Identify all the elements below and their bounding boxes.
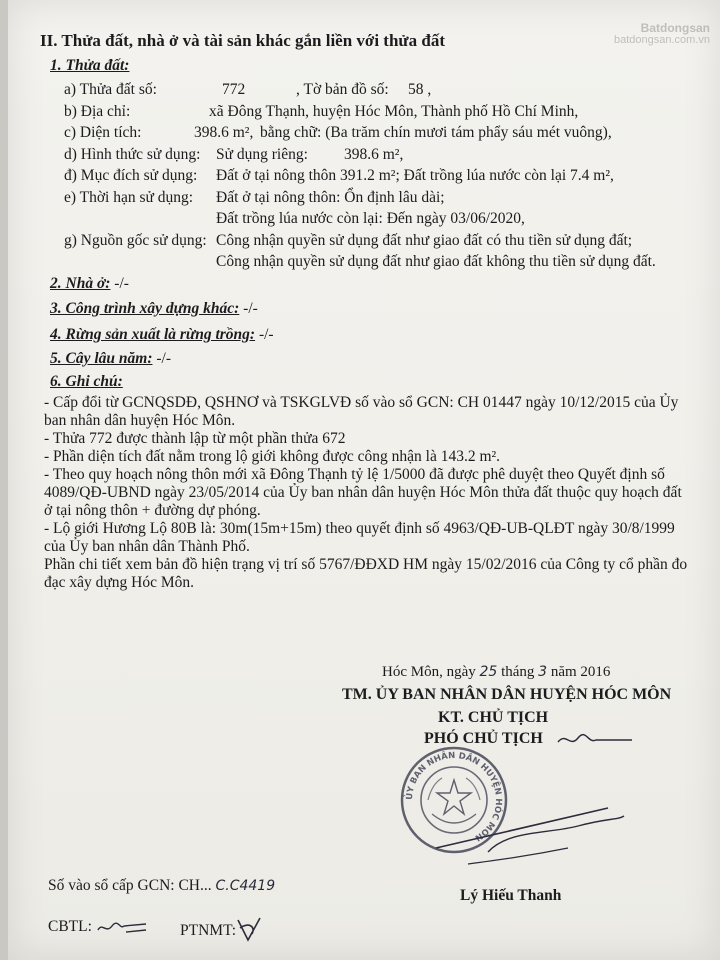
usage-form-area: 398.6 m², — [344, 146, 404, 163]
forest-value: -/- — [258, 326, 274, 343]
note-line: - Lộ giới Hương Lộ 80B là: 30m(15m+15m) theo quyết định số 4963/QĐ-UB-QLĐT ngày 30/8/1999 — [44, 520, 675, 537]
map-sheet-label: , Tờ bản đồ số: — [296, 81, 389, 98]
house-row — [50, 275, 129, 293]
note-line: - Phần diện tích đất nằm trong lộ giới không được công nhận là 143.2 m². — [44, 448, 501, 465]
place-date — [382, 663, 610, 681]
notes-block — [44, 394, 699, 592]
place-date-prefix: Hóc Môn, ngày — [382, 664, 476, 680]
date-day: 25 — [479, 664, 498, 680]
construction-row — [50, 300, 258, 318]
ptnmt-initial — [234, 914, 264, 944]
perennial-heading: 5. Cây lâu năm: — [50, 350, 153, 367]
signing-role-2: PHÓ CHỦ TỊCH — [424, 730, 543, 747]
area-value: 398.6 m², — [194, 124, 254, 141]
usage-term-label: e) Thời hạn sử dụng: — [64, 189, 194, 206]
page-edge — [0, 0, 8, 960]
map-sheet-value: 58 , — [408, 81, 432, 98]
note-line: 4089/QĐ-UBND ngày 23/05/2014 của Ủy ban nhân dân huyện Hóc Môn thửa đất thuộc quy hoạch đất — [44, 484, 682, 501]
address-label: b) Địa chỉ: — [64, 103, 131, 120]
note-line: của Ủy ban nhân dân Thành Phố. — [44, 538, 250, 555]
usage-origin-label: g) Nguồn gốc sử dụng: — [64, 232, 207, 249]
note-line: - Thửa 772 được thành lập từ một phần thửa 672 — [44, 430, 346, 447]
watermark-domain: batdongsan.com.vn — [613, 34, 710, 46]
perennial-row — [50, 350, 171, 368]
forest-row — [50, 326, 274, 344]
note-line: ban nhân dân huyện Hóc Môn. — [44, 412, 236, 429]
house-heading: 2. Nhà ở: — [50, 275, 111, 292]
usage-origin-value-2: Công nhận quyền sử dụng đất như giao đất không thu tiền sử dụng đất. — [216, 253, 656, 270]
parcel-heading: 1. Thửa đất: — [50, 57, 130, 74]
parcel-number-value: 772 — [222, 81, 246, 98]
house-value: -/- — [114, 275, 129, 292]
note-line: Phần chi tiết xem bản đồ hiện trạng vị trí số 5767/ĐĐXD HM ngày 15/02/2016 của Công ty cổ phần đo — [44, 556, 688, 573]
initial-signature-mark — [556, 728, 636, 752]
usage-term-value-1: Đất ở tại nông thôn: Ổn định lâu dài; — [216, 189, 445, 206]
ptnmt-label: PTNMT: — [180, 922, 237, 939]
main-signature — [428, 790, 628, 880]
watermark-brand: Batdongsan — [640, 21, 710, 35]
note-line: ở tại nông thôn + đường dự phóng. — [44, 502, 261, 519]
usage-form-label: d) Hình thức sử dụng: — [64, 146, 201, 163]
signer-name: Lý Hiếu Thanh — [460, 887, 562, 904]
place-date-year: năm 2016 — [550, 664, 611, 680]
construction-value: -/- — [243, 300, 258, 317]
cbtl-initial — [96, 916, 148, 938]
usage-origin-value-1: Công nhận quyền sử dụng đất như giao đất có thu tiền sử dụng đất; — [216, 232, 633, 249]
area-in-words: bằng chữ: (Ba trăm chín mươi tám phẩy sáu mét vuông), — [260, 124, 612, 141]
note-line: đạc xây dựng Hóc Môn. — [44, 574, 195, 591]
address-value: xã Đông Thạnh, huyện Hóc Môn, Thành phố Hồ Chí Minh, — [209, 103, 579, 120]
seal-text: ỦY BAN NHÂN DÂN HUYỆN HÓC MÔN — [404, 750, 504, 843]
certificate-page — [8, 0, 720, 960]
usage-purpose-label: đ) Mục đích sử dụng: — [64, 167, 198, 184]
section-title: II. Thửa đất, nhà ở và tài sản khác gắn liền với thửa đất — [40, 31, 445, 50]
signing-role-1: KT. CHỦ TỊCH — [438, 709, 549, 726]
place-date-month-label: tháng — [501, 664, 535, 680]
parcel-number-label: a) Thửa đất số: — [64, 81, 157, 98]
usage-term-value-2: Đất trồng lúa nước còn lại: Đến ngày 03/06/2020, — [216, 210, 525, 227]
signing-organization: TM. ỦY BAN NHÂN DÂN HUYỆN HÓC MÔN — [342, 686, 672, 703]
cbtl-label: CBTL: — [48, 918, 92, 935]
forest-heading: 4. Rừng sản xuất là rừng trồng: — [50, 326, 256, 343]
date-month: 3 — [538, 664, 548, 680]
perennial-value: -/- — [156, 350, 171, 367]
registry-label: Số vào sổ cấp GCN: CH... — [48, 877, 212, 894]
usage-form-value: Sử dụng riêng: — [216, 146, 308, 163]
notes-heading: 6. Ghi chú: — [50, 373, 123, 390]
note-line: - Theo quy hoạch nông thôn mới xã Đông Thạnh tỷ lệ 1/5000 đã được phê duyệt theo Quyết định số — [44, 466, 665, 483]
watermark — [614, 22, 710, 46]
note-line: - Cấp đổi từ GCNQSDĐ, QSHNƠ và TSKGLVĐ số vào sổ GCN: CH 01447 ngày 10/12/2015 của Ủy — [44, 394, 679, 411]
area-label: c) Diện tích: — [64, 124, 142, 141]
construction-heading: 3. Công trình xây dựng khác: — [50, 300, 240, 317]
registry-number — [48, 877, 275, 895]
usage-purpose-value: Đất ở tại nông thôn 391.2 m²; Đất trồng lúa nước còn lại 7.4 m², — [216, 167, 614, 184]
registry-value: C.C4419 — [215, 878, 276, 894]
